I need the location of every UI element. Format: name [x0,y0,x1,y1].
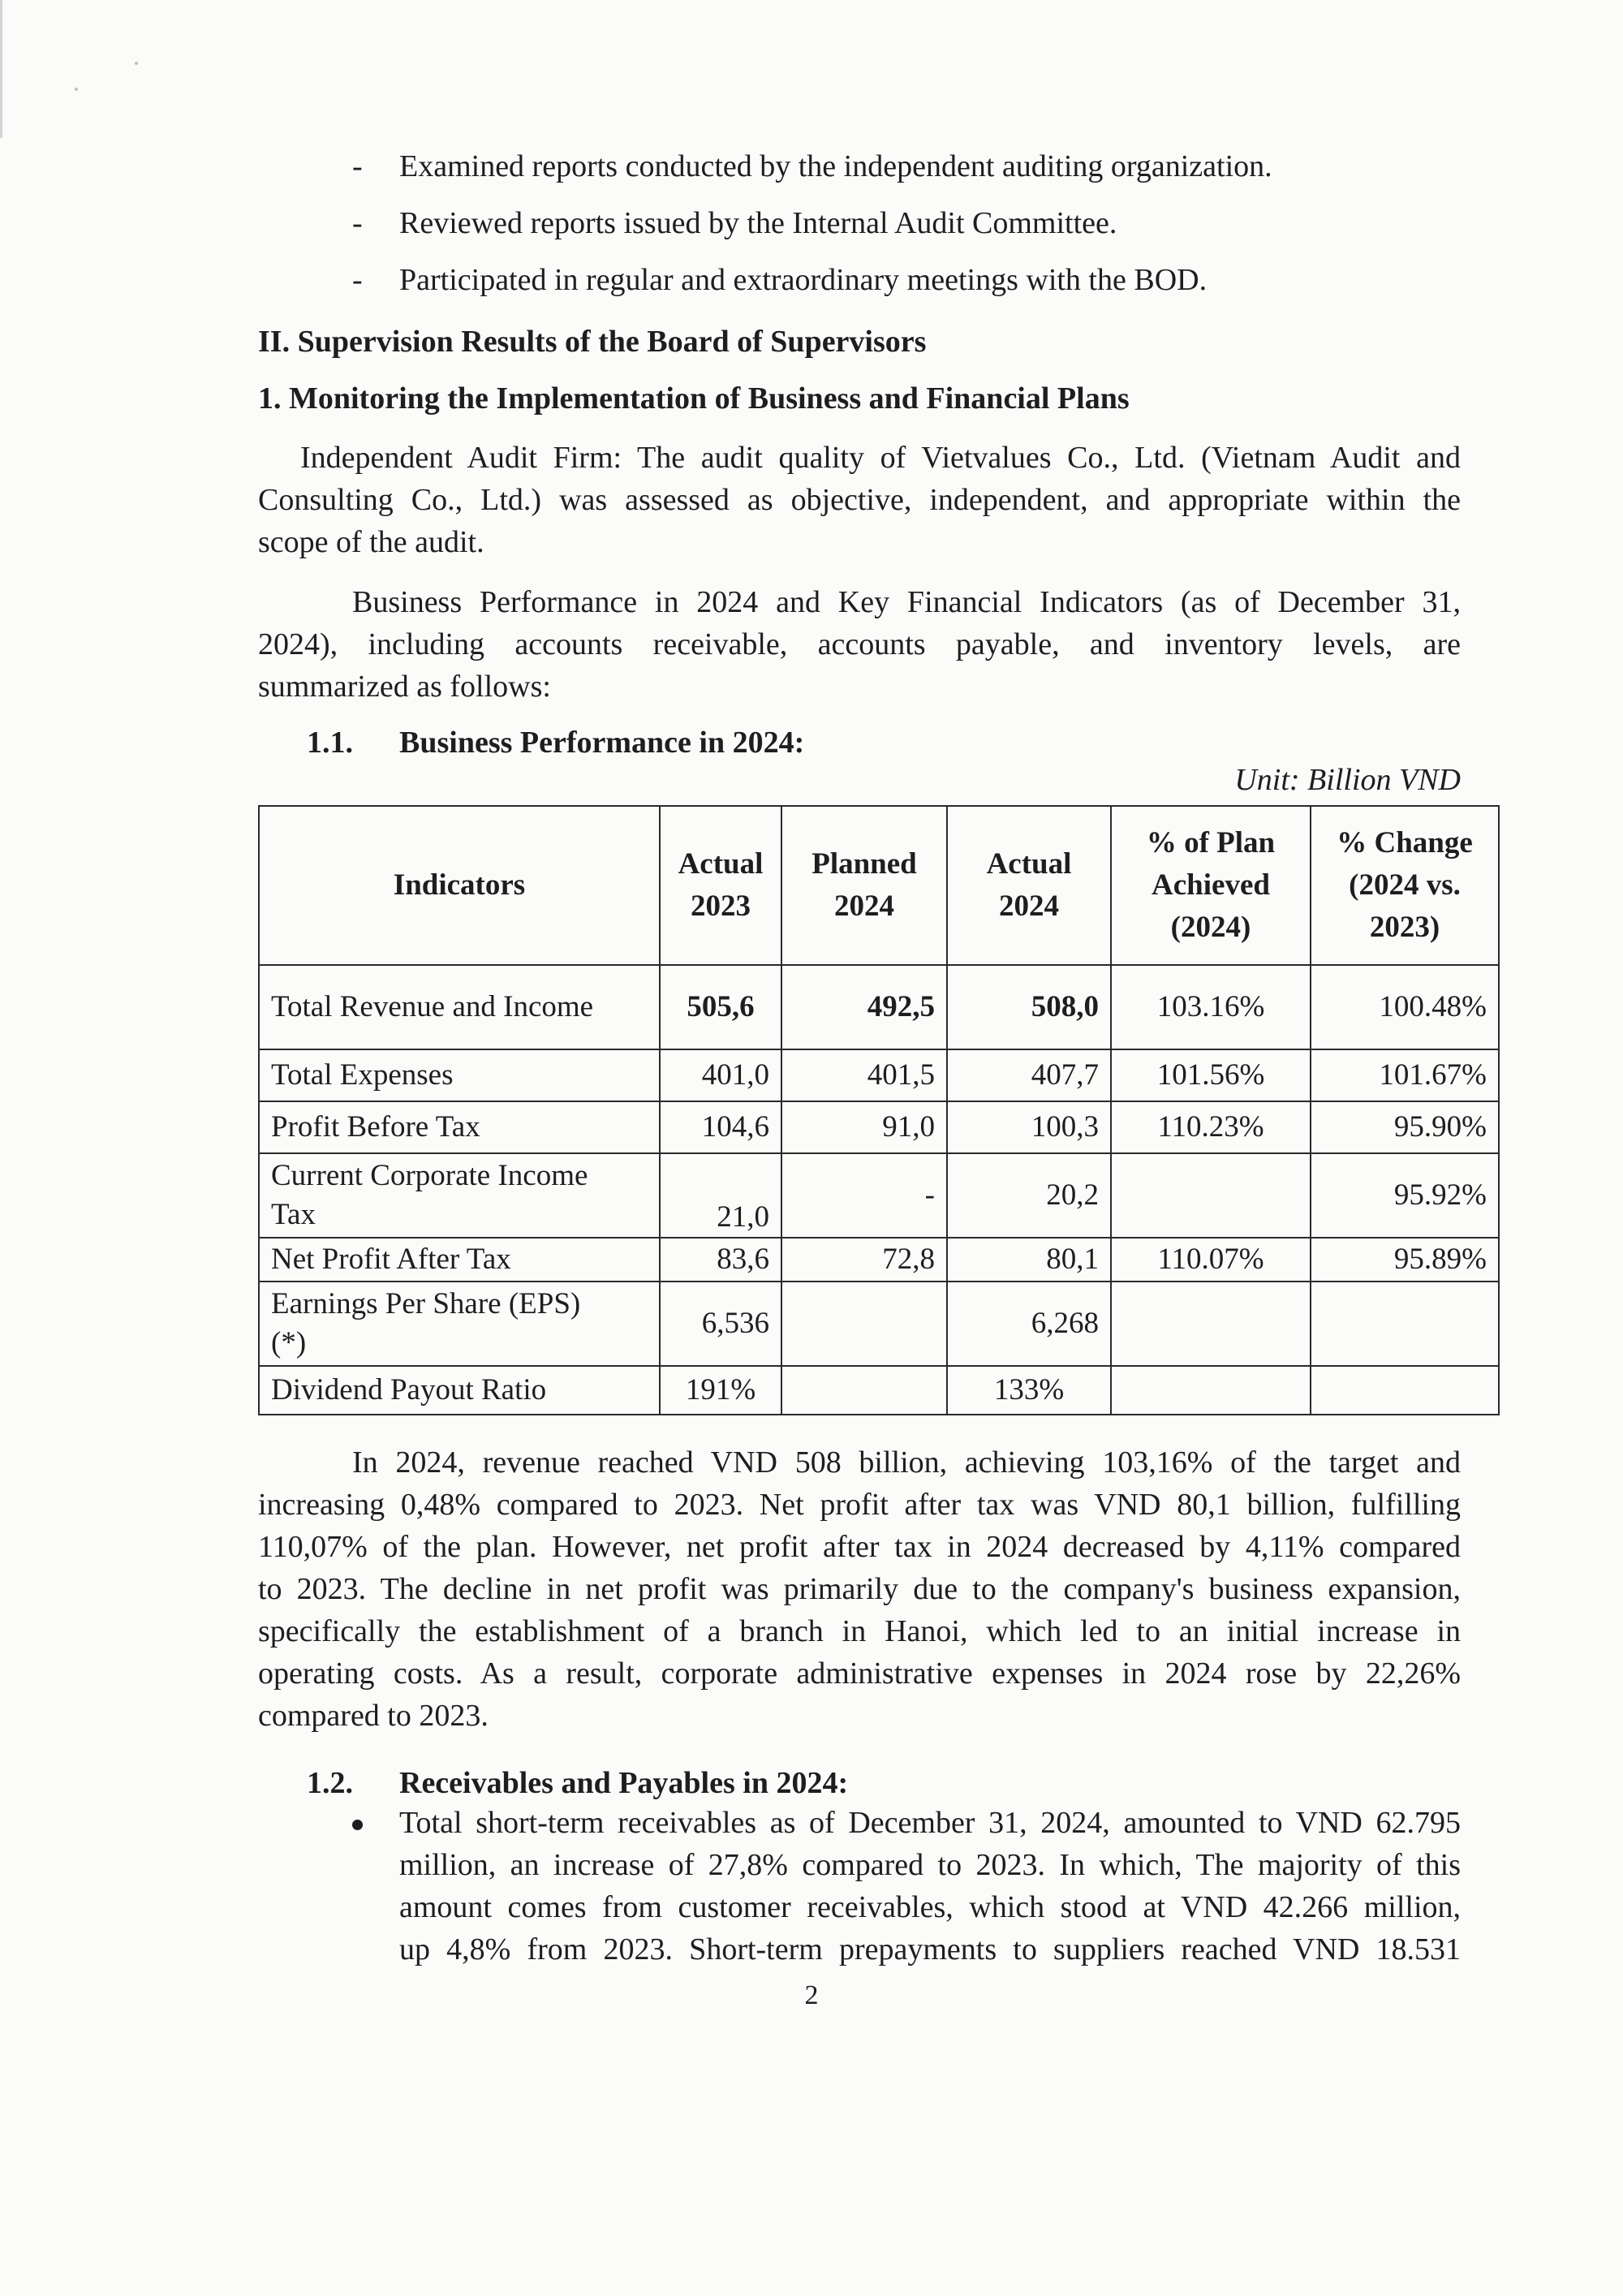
subsection-heading: Business Performance in 2024: [399,726,805,760]
subsection-heading: Receivables and Payables in 2024: [399,1766,849,1800]
activity-item: Participated in regular and extraordinary meetings with the BOD. [399,263,1208,297]
performance-intro-paragraph: Business Performance in 2024 and Key Financial Indicators (as of December 31, 2024), including accounts receivable, accounts payable, and inventory levels, are summarized as follows: [258,585,1461,704]
column-header: Actual 2024 [947,806,1111,965]
activity-item: Reviewed reports issued by the Internal Audit Committee. [399,206,1117,240]
table-row: Profit Before Tax 104,6 91,0 100,3 110.23% 95.90% [259,1101,1499,1153]
scan-edge [0,0,2,138]
table-row: Total Revenue and Income 505,6 492,5 508,0 103.16% 100.48% [259,965,1499,1049]
section-heading: II. Supervision Results of the Board of Supervisors [258,325,927,359]
column-header: % of Plan Achieved (2024) [1111,806,1311,965]
revenue-analysis-paragraph: In 2024, revenue reached VND 508 billion, achieving 103,16% of the target and increasing 0,48% compared to 2023. Net profit after tax was VND 80,1 billion, fulfilling 110,07% of the plan. However, net profit after tax in 2024 decreased by 4,11% compared to 2023. The decline in net profit was primarily due to the company's business expansion, specifically the establishment of a branch in Hanoi, which led to an initial increase in operating costs. As a result, corporate administrative expenses in 2024 rose by 22,26% compared to 2023. [258,1445,1461,1733]
subsection-number: 1.2. [307,1766,353,1800]
dash-bullet: - [352,206,363,240]
table-header-row [259,806,1499,965]
column-header: % Change (2024 vs. 2023) [1311,806,1499,965]
scan-speck [75,88,78,91]
table-row: Earnings Per Share (EPS) (*) 6,536 6,268 [259,1282,1499,1366]
subsection-number: 1.1. [307,726,353,760]
subsection-heading: 1. Monitoring the Implementation of Business and Financial Plans [258,381,1130,416]
table-row: Dividend Payout Ratio 191% 133% [259,1366,1499,1415]
table-row: Net Profit After Tax 83,6 72,8 80,1 110.07% 95.89% [259,1238,1499,1282]
page-number: 2 [804,1980,819,2010]
activity-item: Examined reports conducted by the independent auditing organization. [399,149,1272,183]
scan-speck [135,62,138,65]
business-performance-table [258,805,1500,1415]
table-row: Total Expenses 401,0 401,5 407,7 101.56% 101.67% [259,1049,1499,1101]
column-header: Actual 2023 [660,806,781,965]
unit-label: Unit: Billion VND [1234,763,1461,797]
receivables-paragraph: Total short-term receivables as of December 31, 2024, amounted to VND 62.795 million, an increase of 27,8% compared to 2023. In which, The majority of this amount comes from customer receivables, which stood at VND 42.266 million, up 4,8% from 2023. Short-term prepayments to suppliers reached VND 18.531 [399,1806,1461,1966]
dash-bullet: - [352,263,363,297]
column-header: Indicators [259,806,660,965]
dash-bullet: - [352,149,363,183]
column-header: Planned 2024 [781,806,947,965]
bullet-icon [352,1820,363,1830]
table-row: Current Corporate Income Tax 21,0 - 20,2 95.92% [259,1153,1499,1238]
audit-firm-paragraph: Independent Audit Firm: The audit quality of Vietvalues Co., Ltd. (Vietnam Audit and Consulting Co., Ltd.) was assessed as objective, independent, and appropriate within the scope of the audit. [258,441,1461,559]
